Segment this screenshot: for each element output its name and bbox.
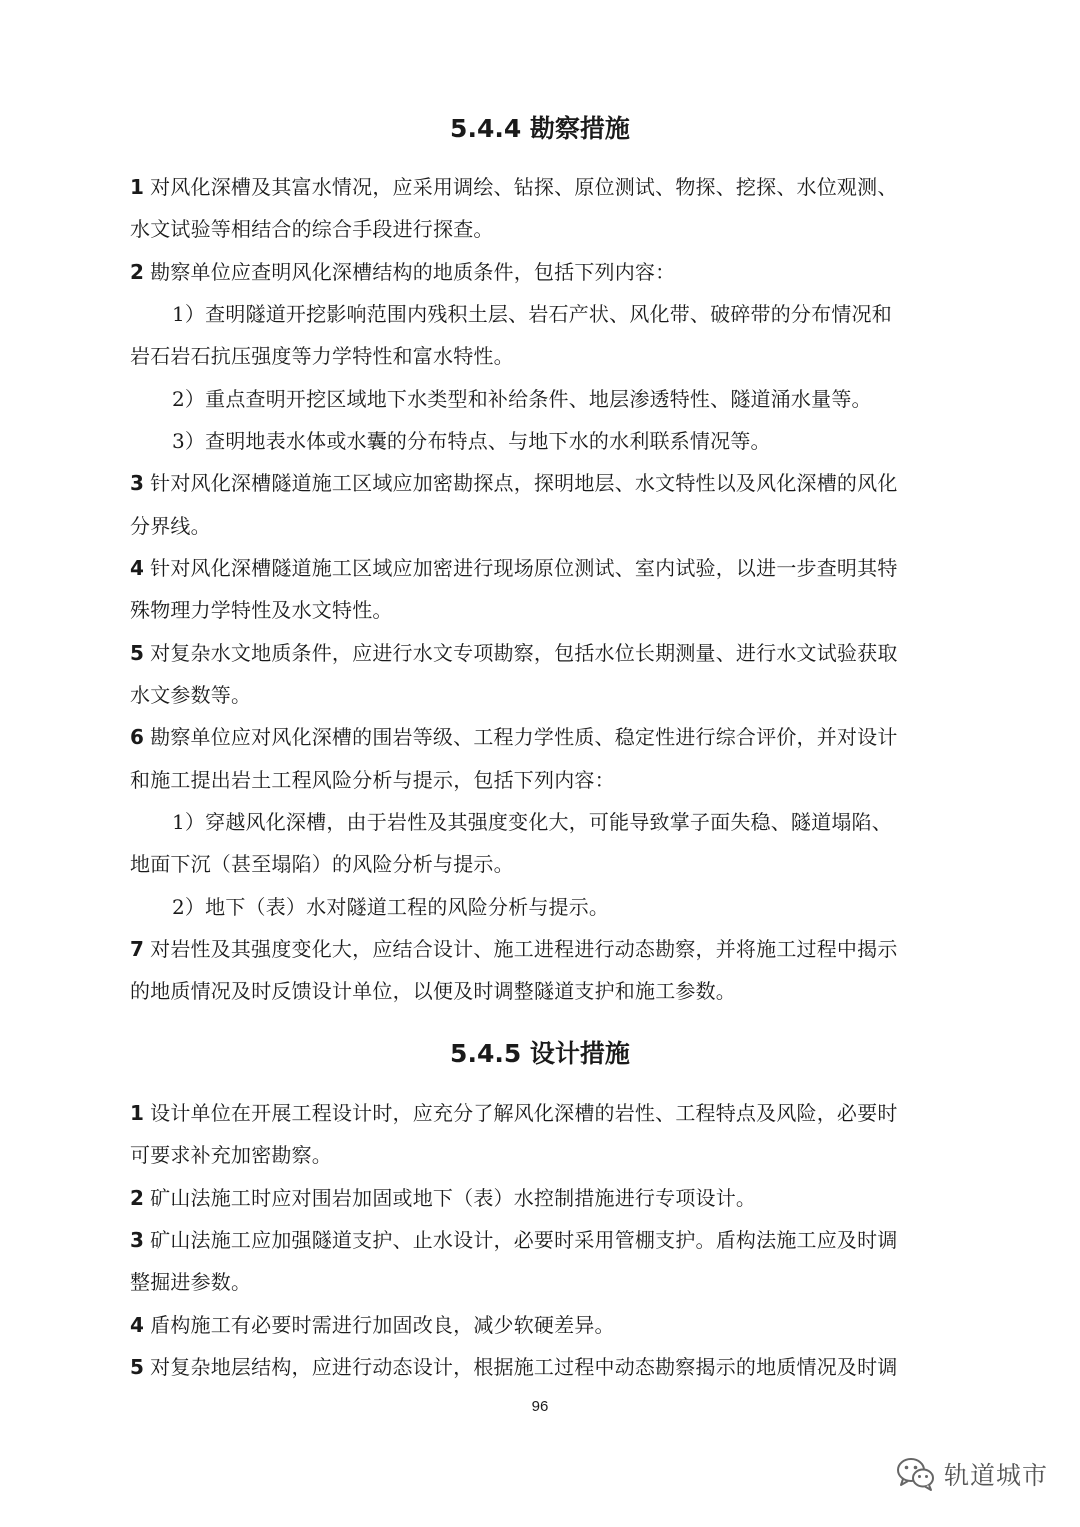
- paragraph-line: [130, 257, 960, 287]
- line-text: 分界线。: [130, 514, 211, 538]
- item-number: 4: [130, 1313, 145, 1337]
- page-number: 96: [531, 1398, 549, 1415]
- line-text: 岩石岩石抗压强度等力学特性和富水特性。: [130, 344, 514, 368]
- line-text: 整掘进参数。: [130, 1270, 252, 1294]
- line-text: 勘察单位应对风化深槽的围岩等级、工程力学性质、稳定性进行综合评价，并对设计: [150, 725, 898, 749]
- paragraph-line: [172, 384, 1002, 414]
- item-number: 2: [130, 260, 145, 284]
- line-text: 和施工提出岩土工程风险分析与提示，包括下列内容：: [130, 768, 615, 792]
- item-number: 5: [130, 641, 145, 665]
- line-text: 对岩性及其强度变化大，应结合设计、施工进程进行动态勘察，并将施工过程中揭示: [150, 937, 898, 961]
- paragraph-line: [130, 638, 960, 668]
- item-number: 1: [130, 175, 145, 199]
- paragraph-line: [130, 765, 960, 795]
- line-text: 对复杂地层结构，应进行动态设计，根据施工过程中动态勘察揭示的地质情况及时调: [150, 1355, 898, 1379]
- line-text: 勘察单位应查明风化深槽结构的地质条件，包括下列内容：: [150, 260, 676, 284]
- paragraph-line: [130, 849, 960, 879]
- item-number: 3: [130, 471, 145, 495]
- paragraph-line: [130, 172, 960, 202]
- line-text: 地面下沉（甚至塌陷）的风险分析与提示。: [130, 852, 514, 876]
- wechat-logo-icon: [896, 1456, 936, 1492]
- section-heading-5-4-5: 5.4.5 设计措施: [450, 1039, 630, 1068]
- line-text: 对复杂水文地质条件，应进行水文专项勘察，包括水位长期测量、进行水文试验获取: [150, 641, 898, 665]
- paragraph-line: [172, 807, 1002, 837]
- paragraph-line: [130, 1225, 960, 1255]
- line-text: 针对风化深槽隧道施工区域应加密勘探点，探明地层、水文特性以及风化深槽的风化: [150, 471, 898, 495]
- item-number: 1: [130, 1101, 145, 1125]
- paragraph-line: [130, 722, 960, 752]
- line-text: 的地质情况及时反馈设计单位，以便及时调整隧道支护和施工参数。: [130, 979, 736, 1003]
- line-text: 水文试验等相结合的综合手段进行探查。: [130, 217, 494, 241]
- paragraph-line: [130, 553, 960, 583]
- line-text: 矿山法施工应加强隧道支护、止水设计，必要时采用管棚支护。盾构法施工应及时调: [150, 1228, 898, 1252]
- paragraph-line: [172, 892, 1002, 922]
- line-text: 对风化深槽及其富水情况，应采用调绘、钻探、原位测试、物探、挖探、水位观测、: [150, 175, 898, 199]
- item-number: 6: [130, 725, 145, 749]
- section-heading-5-4-4: 5.4.4 勘察措施: [450, 114, 630, 143]
- paragraph-line: [130, 595, 960, 625]
- line-text: 可要求补充加密勘察。: [130, 1143, 332, 1167]
- watermark: [896, 1452, 1048, 1496]
- line-text: 盾构施工有必要时需进行加固改良，减少软硬差异。: [150, 1313, 615, 1337]
- item-number: 2: [130, 1186, 145, 1210]
- line-text: 1）查明隧道开挖影响范围内残积土层、岩石产状、风化带、破碎带的分布情况和: [172, 302, 892, 326]
- line-text: 水文参数等。: [130, 683, 252, 707]
- paragraph-line: [130, 341, 960, 371]
- paragraph-line: [130, 214, 960, 244]
- paragraph-line: [130, 468, 960, 498]
- paragraph-line: [130, 1267, 960, 1297]
- line-text: 矿山法施工时应对围岩加固或地下（表）水控制措施进行专项设计。: [150, 1186, 757, 1210]
- item-number: 4: [130, 556, 145, 580]
- paragraph-line: [130, 1140, 960, 1170]
- line-text: 1）穿越风化深槽，由于岩性及其强度变化大，可能导致掌子面失稳、隧道塌陷、: [172, 810, 892, 834]
- line-text: 2）地下（表）水对隧道工程的风险分析与提示。: [172, 895, 610, 919]
- paragraph-line: [130, 976, 960, 1006]
- item-number: 7: [130, 937, 145, 961]
- item-number: 5: [130, 1355, 145, 1379]
- paragraph-line: [130, 680, 960, 710]
- line-text: 2）重点查明开挖区域地下水类型和补给条件、地层渗透特性、隧道涌水量等。: [172, 387, 872, 411]
- watermark-text: 轨道城市: [944, 1461, 1049, 1490]
- paragraph-line: [130, 1183, 960, 1213]
- paragraph-line: [130, 1352, 960, 1382]
- paragraph-line: [130, 1098, 960, 1128]
- paragraph-line: [130, 934, 960, 964]
- line-text: 针对风化深槽隧道施工区域应加密进行现场原位测试、室内试验，以进一步查明其特: [150, 556, 898, 580]
- line-text: 3）查明地表水体或水囊的分布特点、与地下水的水利联系情况等。: [172, 429, 771, 453]
- paragraph-line: [172, 299, 1002, 329]
- item-number: 3: [130, 1228, 145, 1252]
- paragraph-line: [130, 1310, 960, 1340]
- line-text: 设计单位在开展工程设计时，应充分了解风化深槽的岩性、工程特点及风险，必要时: [150, 1101, 898, 1125]
- line-text: 殊物理力学特性及水文特性。: [130, 598, 393, 622]
- paragraph-line: [130, 511, 960, 541]
- paragraph-line: [172, 426, 1002, 456]
